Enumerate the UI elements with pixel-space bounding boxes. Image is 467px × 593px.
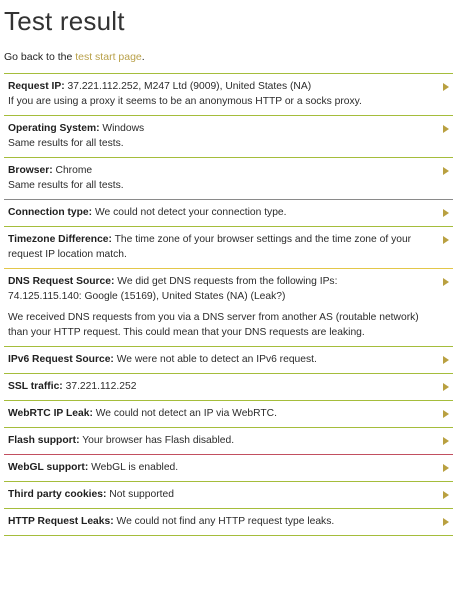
result-row[interactable] — [4, 346, 453, 373]
result-label: Connection type: — [8, 207, 93, 218]
expand-arrow-icon[interactable] — [443, 464, 449, 472]
results-list — [4, 73, 453, 536]
expand-arrow-icon[interactable] — [443, 278, 449, 286]
result-label: WebRTC IP Leak: — [8, 408, 93, 419]
result-value: Your browser has Flash disabled. — [79, 435, 235, 446]
result-row[interactable] — [4, 199, 453, 226]
result-value: We could not detect your connection type. — [92, 207, 287, 218]
result-value: We could not find any HTTP request type leaks. — [113, 516, 335, 527]
result-detail: Same results for all tests. — [8, 138, 124, 149]
result-explanation: We received DNS requests from you via a DNS server from another AS (routable network) than your HTTP request. This could mean that your DNS requests are leaking. — [8, 312, 419, 338]
expand-arrow-icon[interactable] — [443, 209, 449, 217]
expand-arrow-icon[interactable] — [443, 167, 449, 175]
result-value: We were not able to detect an IPv6 request. — [113, 354, 317, 365]
page-title: Test result — [4, 6, 125, 36]
result-label: Browser: — [8, 165, 53, 176]
result-row[interactable] — [4, 73, 453, 115]
result-row[interactable] — [4, 373, 453, 400]
expand-arrow-icon[interactable] — [443, 83, 449, 91]
expand-arrow-icon[interactable] — [443, 410, 449, 418]
back-prefix: Go back to the — [4, 51, 76, 63]
result-detail: Same results for all tests. — [8, 180, 124, 191]
back-suffix: . — [141, 51, 145, 63]
result-row[interactable] — [4, 115, 453, 157]
expand-arrow-icon[interactable] — [443, 383, 449, 391]
result-row[interactable] — [4, 157, 453, 199]
result-row[interactable] — [4, 454, 453, 481]
result-value: Not supported — [106, 489, 174, 500]
result-value: WebGL is enabled. — [88, 462, 179, 473]
result-value: We did get DNS requests from the following IPs: — [114, 276, 338, 287]
result-label: IPv6 Request Source: — [8, 354, 114, 365]
expand-arrow-icon[interactable] — [443, 236, 449, 244]
expand-arrow-icon[interactable] — [443, 491, 449, 499]
result-row[interactable] — [4, 427, 453, 454]
result-label: Operating System: — [8, 123, 100, 134]
result-value: 37.221.112.252 — [62, 381, 137, 392]
result-label: SSL traffic: — [8, 381, 63, 392]
expand-arrow-icon[interactable] — [443, 125, 449, 133]
result-detail: If you are using a proxy it seems to be an anonymous HTTP or a socks proxy. — [8, 96, 362, 107]
test-start-page-link[interactable]: test start page — [75, 51, 142, 63]
result-row[interactable] — [4, 481, 453, 508]
result-row[interactable] — [4, 226, 453, 268]
expand-arrow-icon[interactable] — [443, 437, 449, 445]
result-value: We could not detect an IP via WebRTC. — [92, 408, 277, 419]
result-label: Flash support: — [8, 435, 80, 446]
result-value: Windows — [99, 123, 145, 134]
result-detail: 74.125.115.140: Google (15169), United States (NA) (Leak?) — [8, 291, 286, 302]
result-label: WebGL support: — [8, 462, 89, 473]
result-value: 37.221.112.252, M247 Ltd (9009), United States (NA) — [64, 81, 312, 92]
expand-arrow-icon[interactable] — [443, 356, 449, 364]
result-label: Third party cookies: — [8, 489, 107, 500]
result-label: HTTP Request Leaks: — [8, 516, 114, 527]
back-navigation — [4, 51, 145, 63]
expand-arrow-icon[interactable] — [443, 518, 449, 526]
result-row[interactable] — [4, 268, 453, 346]
result-row[interactable] — [4, 400, 453, 427]
result-label: Request IP: — [8, 81, 65, 92]
result-label: Timezone Difference: — [8, 234, 112, 245]
divider — [4, 535, 453, 536]
result-value: Chrome — [52, 165, 93, 176]
result-row[interactable] — [4, 508, 453, 535]
result-value: The time zone of your browser settings and the time zone of your request IP location match. — [8, 234, 412, 260]
result-label: DNS Request Source: — [8, 276, 115, 287]
